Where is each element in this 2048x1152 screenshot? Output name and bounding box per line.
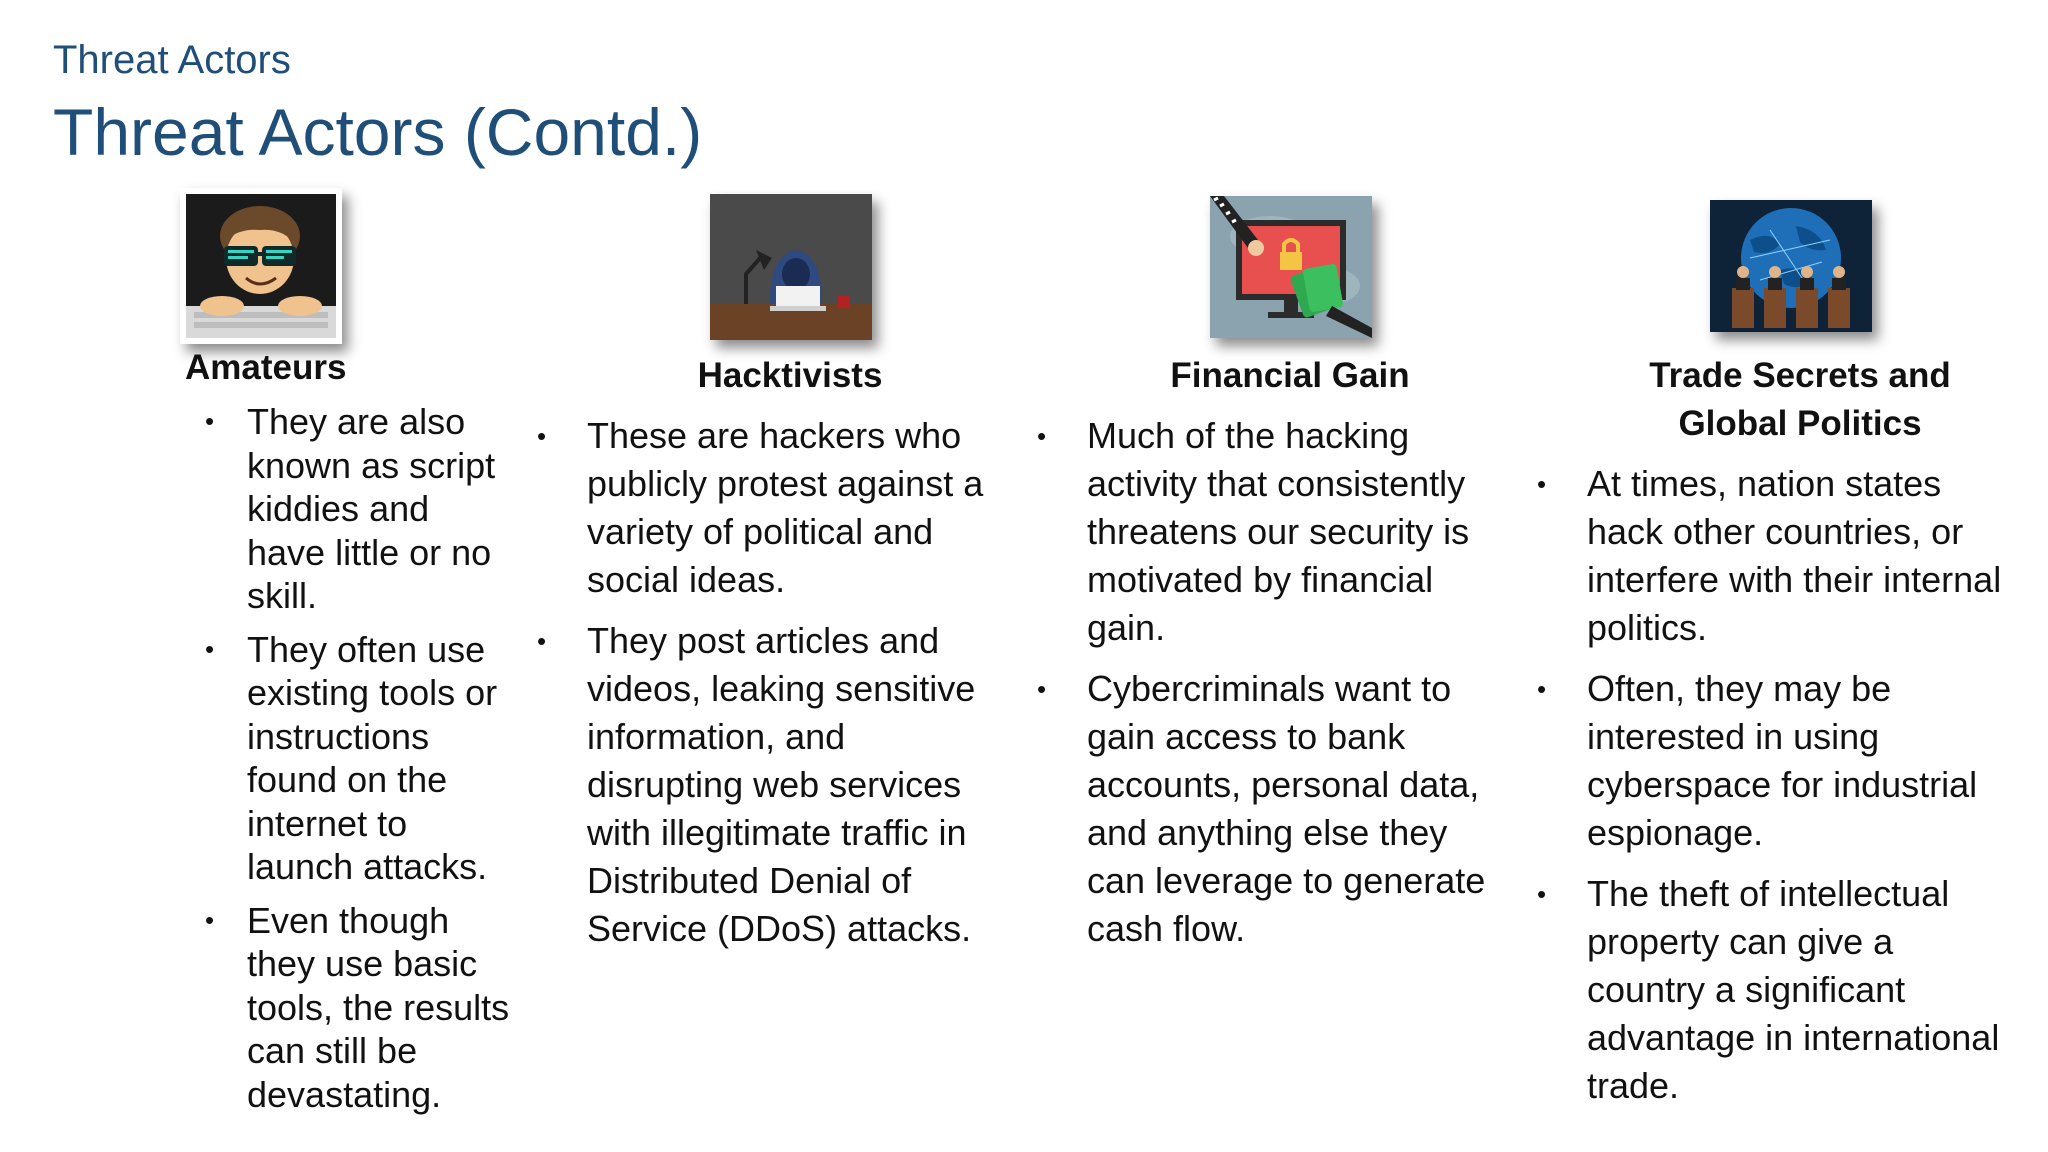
- ransomware-money-icon: [1210, 196, 1372, 338]
- list-item: • Cybercriminals want to gain access to bank accounts, personal data, and anything else they can leverage to generate cash flow.: [1087, 665, 1507, 953]
- column-heading: Amateurs: [185, 348, 347, 387]
- bullet-list: [537, 412, 1007, 966]
- bullet-icon: •: [205, 406, 215, 436]
- column-heading: Financial Gain: [1170, 356, 1410, 395]
- script-kiddie-hacker-icon: [180, 188, 342, 344]
- slide-title: Threat Actors (Contd.): [53, 95, 703, 169]
- column-heading: Trade Secrets and Global Politics: [1649, 356, 1951, 443]
- section-label: Threat Actors: [53, 38, 291, 82]
- list-item: • Often, they may be interested in using cyberspace for industrial espionage.: [1587, 665, 2007, 857]
- bullet-list: [205, 400, 517, 1126]
- list-item: • They are also known as script kiddies and have little or no skill.: [205, 401, 496, 616]
- bullet-list: [1537, 460, 2007, 1123]
- bullet-icon: •: [1037, 421, 1047, 451]
- list-item: • At times, nation states hack other countries, or interfere with their internal politics.: [1587, 460, 2007, 652]
- bullet-icon: •: [1537, 674, 1547, 704]
- bullet-list: [1037, 412, 1507, 966]
- bullet-icon: •: [1537, 879, 1547, 909]
- list-item: • The theft of intellectual property can give a country a significant advantage in international trade.: [1587, 870, 2007, 1110]
- column-heading: Hacktivists: [697, 356, 883, 395]
- bullet-icon: •: [205, 904, 215, 935]
- list-item: • Even though they use basic tools, the results can still be devastating.: [205, 899, 510, 1115]
- bullet-icon: •: [537, 626, 547, 656]
- bullet-icon: •: [1537, 469, 1547, 499]
- list-item: • They often use existing tools or instructions found on the internet to launch attacks.: [205, 628, 498, 887]
- list-item: • They post articles and videos, leaking sensitive information, and disrupting web services with illegitimate traffic in Distributed Denial of Service (DDoS) attacks.: [587, 617, 1007, 953]
- list-item: • Much of the hacking activity that consistently threatens our security is motivated by financial gain.: [1087, 412, 1507, 652]
- bullet-icon: •: [537, 421, 547, 451]
- hooded-hacker-laptop-icon: [710, 194, 872, 340]
- bullet-icon: •: [205, 633, 215, 664]
- globe-politicians-icon: [1710, 200, 1872, 332]
- bullet-icon: •: [1037, 674, 1047, 704]
- list-item: • These are hackers who publicly protest against a variety of political and social ideas.: [587, 412, 1007, 604]
